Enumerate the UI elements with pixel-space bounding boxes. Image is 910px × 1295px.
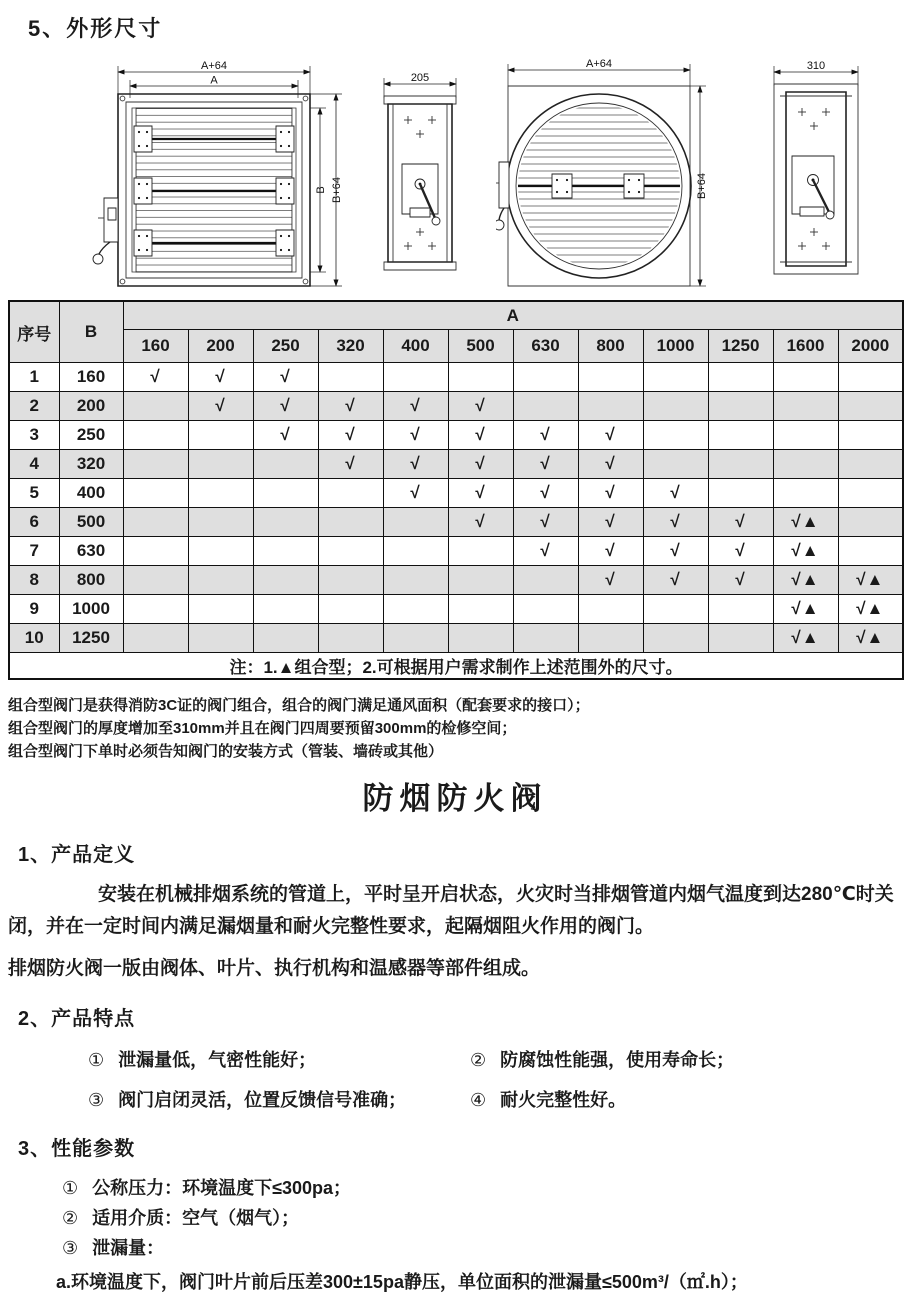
availability-cell: √ — [578, 566, 643, 595]
row-b-value: 500 — [59, 508, 123, 537]
availability-cell — [838, 392, 903, 421]
availability-cell — [123, 450, 188, 479]
availability-cell: √ — [448, 508, 513, 537]
parameter-list — [62, 1173, 910, 1263]
parameter-number: ② — [62, 1208, 79, 1228]
availability-cell — [318, 508, 383, 537]
availability-cell — [383, 624, 448, 653]
availability-cell: √ — [643, 508, 708, 537]
row-index: 9 — [9, 595, 59, 624]
availability-cell — [513, 566, 578, 595]
availability-cell: √ — [383, 450, 448, 479]
availability-cell — [383, 537, 448, 566]
dim-label-a64: A+64 — [201, 60, 227, 72]
availability-cell — [513, 392, 578, 421]
availability-cell — [123, 537, 188, 566]
availability-cell: √ — [578, 450, 643, 479]
row-b-value: 200 — [59, 392, 123, 421]
availability-cell — [383, 363, 448, 392]
availability-cell — [513, 624, 578, 653]
availability-cell — [578, 624, 643, 653]
availability-cell: √ — [253, 421, 318, 450]
row-b-value: 320 — [59, 450, 123, 479]
feature-number: ① — [88, 1050, 105, 1070]
availability-cell: √ — [448, 450, 513, 479]
feature-number: ③ — [88, 1090, 105, 1110]
availability-cell: √ — [578, 508, 643, 537]
row-b-value: 400 — [59, 479, 123, 508]
rect-damper-side-view-drawing — [378, 72, 462, 294]
combination-notes — [8, 694, 910, 763]
dim-label-b: B — [315, 186, 327, 194]
row-index: 1 — [9, 363, 59, 392]
round-damper-front-view-drawing — [496, 56, 714, 292]
availability-cell — [708, 421, 773, 450]
availability-cell — [188, 595, 253, 624]
actuator-mechanism-round — [792, 156, 834, 219]
availability-cell — [643, 421, 708, 450]
availability-cell — [838, 479, 903, 508]
availability-cell — [318, 537, 383, 566]
a-col-header: 160 — [123, 330, 188, 363]
availability-cell: √ — [448, 421, 513, 450]
feature-text: 泄漏量低，气密性能好； — [118, 1050, 317, 1070]
availability-cell: √ — [318, 421, 383, 450]
availability-cell — [188, 450, 253, 479]
feature-item — [88, 1085, 470, 1115]
a-col-header: 1000 — [643, 330, 708, 363]
availability-cell — [643, 450, 708, 479]
dimension-drawings-section — [0, 0, 910, 300]
availability-cell — [253, 508, 318, 537]
availability-cell — [188, 624, 253, 653]
a-col-header: 1250 — [708, 330, 773, 363]
table-row — [9, 363, 903, 392]
col-header-index: 序号 — [9, 301, 59, 363]
parameter-item — [62, 1173, 910, 1203]
note-line: 组合型阀门下单时必须告知阀门的安装方式（管装、墙砖或其他） — [8, 743, 444, 760]
table-note: 注：1.▲组合型；2.可根据用户需求制作上述范围外的尺寸。 — [9, 653, 903, 680]
size-matrix-table — [8, 300, 904, 680]
availability-cell — [253, 595, 318, 624]
a-col-header: 800 — [578, 330, 643, 363]
parameter-item — [62, 1203, 910, 1233]
row-index: 2 — [9, 392, 59, 421]
availability-cell — [448, 566, 513, 595]
availability-cell: √ — [708, 537, 773, 566]
parameter-text: 适用介质：空气（烟气）； — [92, 1208, 300, 1228]
parameter-text: 泄漏量： — [92, 1238, 165, 1258]
availability-cell: √ — [708, 508, 773, 537]
availability-cell — [318, 595, 383, 624]
section-title-definition: 1、产品定义 — [18, 844, 136, 866]
parameter-number: ③ — [62, 1238, 79, 1258]
availability-cell — [773, 450, 838, 479]
availability-cell: √ — [318, 392, 383, 421]
availability-cell — [123, 624, 188, 653]
a-col-header: 400 — [383, 330, 448, 363]
col-header-a: A — [123, 301, 903, 330]
manual-handle-round — [496, 162, 509, 230]
note-line: 组合型阀门的厚度增加至310mm并且在阀门四周要预留300mm的检修空间； — [8, 720, 517, 737]
availability-cell — [708, 450, 773, 479]
availability-cell: √ — [578, 421, 643, 450]
availability-cell — [448, 624, 513, 653]
table-row — [9, 537, 903, 566]
availability-cell — [643, 363, 708, 392]
availability-cell — [253, 479, 318, 508]
availability-cell — [773, 392, 838, 421]
row-b-value: 160 — [59, 363, 123, 392]
availability-cell: √ — [643, 479, 708, 508]
row-b-value: 250 — [59, 421, 123, 450]
availability-cell: √▲ — [838, 624, 903, 653]
availability-cell: √ — [448, 479, 513, 508]
availability-cell — [578, 363, 643, 392]
a-col-header: 320 — [318, 330, 383, 363]
availability-cell — [448, 363, 513, 392]
table-row — [9, 421, 903, 450]
section-title-parameters: 3、性能参数 — [18, 1138, 136, 1160]
availability-cell: √ — [253, 392, 318, 421]
dim-label-a64-round: A+64 — [586, 58, 612, 70]
availability-cell: √▲ — [838, 566, 903, 595]
availability-cell — [708, 595, 773, 624]
table-row — [9, 508, 903, 537]
availability-cell — [253, 566, 318, 595]
availability-cell: √ — [643, 566, 708, 595]
composition-paragraph: 排烟防火阀一版由阀体、叶片、执行机构和温感器等部件组成。 — [8, 958, 541, 979]
availability-cell — [838, 363, 903, 392]
availability-cell — [643, 595, 708, 624]
availability-cell — [643, 624, 708, 653]
actuator-mechanism — [402, 164, 440, 225]
availability-cell — [123, 595, 188, 624]
row-b-value: 630 — [59, 537, 123, 566]
availability-cell — [448, 537, 513, 566]
availability-cell: √ — [383, 421, 448, 450]
definition-paragraph: 安装在机械排烟系统的管道上，平时呈开启状态，火灾时当排烟管道内烟气温度到达280℃时关闭，并在一定时间内满足漏烟量和耐火完整性要求，起隔烟阻火作用的阀门。 — [8, 884, 894, 937]
availability-cell — [383, 595, 448, 624]
a-col-header: 200 — [188, 330, 253, 363]
availability-cell — [318, 363, 383, 392]
availability-cell — [318, 479, 383, 508]
availability-cell — [448, 595, 513, 624]
availability-cell — [253, 624, 318, 653]
row-b-value: 800 — [59, 566, 123, 595]
availability-cell — [188, 479, 253, 508]
availability-cell — [123, 479, 188, 508]
availability-cell: √ — [513, 421, 578, 450]
availability-cell: √ — [383, 479, 448, 508]
leakage-detail-line: a.环境温度下，阀门叶片前后压差300±15pa静压，单位面积的泄漏量≤500m³/（㎡.h）； — [56, 1272, 748, 1292]
availability-cell: √▲ — [773, 595, 838, 624]
feature-number: ④ — [470, 1090, 487, 1110]
availability-cell — [578, 595, 643, 624]
availability-cell — [838, 508, 903, 537]
feature-number: ② — [470, 1050, 487, 1070]
availability-cell: √ — [188, 392, 253, 421]
availability-cell: √ — [578, 537, 643, 566]
availability-cell — [383, 508, 448, 537]
dim-label-b64-round: B+64 — [696, 173, 708, 199]
availability-cell — [318, 624, 383, 653]
a-col-header: 2000 — [838, 330, 903, 363]
parameter-text: 公称压力：环境温度下≤300pa； — [92, 1178, 352, 1198]
row-index: 6 — [9, 508, 59, 537]
availability-cell — [643, 392, 708, 421]
availability-cell — [318, 566, 383, 595]
availability-cell: √ — [513, 537, 578, 566]
table-row — [9, 479, 903, 508]
table-row — [9, 624, 903, 653]
row-index: 5 — [9, 479, 59, 508]
a-col-header: 250 — [253, 330, 318, 363]
availability-cell: √ — [578, 479, 643, 508]
table-row — [9, 566, 903, 595]
table-row — [9, 595, 903, 624]
availability-cell — [253, 537, 318, 566]
feature-item — [470, 1085, 910, 1115]
availability-cell: √ — [513, 508, 578, 537]
availability-cell: √ — [123, 363, 188, 392]
availability-cell — [253, 450, 318, 479]
note-line: 组合型阀门是获得消防3C证的阀门组合，组合的阀门满足通风面积（配套要求的接口）； — [8, 697, 590, 714]
row-b-value: 1250 — [59, 624, 123, 653]
availability-cell: √ — [318, 450, 383, 479]
table-row — [9, 450, 903, 479]
product-main-title: 防烟防火阀 — [362, 781, 548, 816]
availability-cell — [838, 450, 903, 479]
row-index: 8 — [9, 566, 59, 595]
col-header-b: B — [59, 301, 123, 363]
availability-cell: √▲ — [773, 537, 838, 566]
availability-cell — [188, 566, 253, 595]
availability-cell — [708, 624, 773, 653]
feature-text: 防腐蚀性能强，使用寿命长； — [500, 1050, 735, 1070]
availability-cell — [188, 421, 253, 450]
section-title-dimensions: 5、外形尺寸 — [28, 16, 163, 41]
availability-cell: √ — [643, 537, 708, 566]
rect-damper-front-view-drawing — [88, 58, 346, 298]
availability-cell — [383, 566, 448, 595]
row-index: 10 — [9, 624, 59, 653]
availability-cell — [123, 392, 188, 421]
manual-handle — [93, 198, 118, 264]
availability-cell — [838, 421, 903, 450]
availability-cell — [773, 363, 838, 392]
availability-cell — [188, 508, 253, 537]
feature-text: 耐火完整性好。 — [500, 1090, 627, 1110]
availability-cell — [123, 421, 188, 450]
dim-label-b64: B+64 — [331, 177, 343, 203]
feature-text: 阀门启闭灵活，位置反馈信号准确； — [118, 1090, 407, 1110]
a-header-values-row — [9, 330, 903, 363]
availability-cell — [513, 595, 578, 624]
availability-cell: √ — [383, 392, 448, 421]
row-b-value: 1000 — [59, 595, 123, 624]
parameter-item — [62, 1233, 910, 1263]
availability-cell — [123, 508, 188, 537]
availability-cell: √▲ — [773, 508, 838, 537]
dim-label-205: 205 — [410, 72, 430, 84]
dim-label-a: A — [210, 74, 218, 87]
availability-cell — [708, 363, 773, 392]
section-title-features: 2、产品特点 — [18, 1008, 136, 1030]
availability-cell: √ — [253, 363, 318, 392]
feature-item — [470, 1045, 910, 1075]
availability-cell: √ — [188, 363, 253, 392]
availability-cell: √ — [513, 450, 578, 479]
availability-cell — [708, 392, 773, 421]
availability-cell: √▲ — [773, 624, 838, 653]
feature-item — [88, 1045, 470, 1075]
availability-cell: √ — [448, 392, 513, 421]
availability-cell — [123, 566, 188, 595]
availability-cell: √▲ — [838, 595, 903, 624]
table-row — [9, 392, 903, 421]
row-index: 3 — [9, 421, 59, 450]
a-col-header: 500 — [448, 330, 513, 363]
row-index: 4 — [9, 450, 59, 479]
feature-list — [88, 1045, 910, 1115]
availability-cell — [578, 392, 643, 421]
availability-cell — [838, 537, 903, 566]
availability-cell: √▲ — [773, 566, 838, 595]
round-damper-side-view-drawing — [760, 60, 866, 284]
parameter-number: ① — [62, 1178, 79, 1198]
availability-cell — [773, 421, 838, 450]
availability-cell: √ — [708, 566, 773, 595]
availability-cell — [773, 479, 838, 508]
row-index: 7 — [9, 537, 59, 566]
a-col-header: 630 — [513, 330, 578, 363]
availability-cell — [188, 537, 253, 566]
availability-cell — [513, 363, 578, 392]
availability-cell: √ — [513, 479, 578, 508]
a-col-header: 1600 — [773, 330, 838, 363]
availability-cell — [708, 479, 773, 508]
dim-label-310: 310 — [806, 60, 826, 72]
size-table-body — [9, 363, 903, 653]
